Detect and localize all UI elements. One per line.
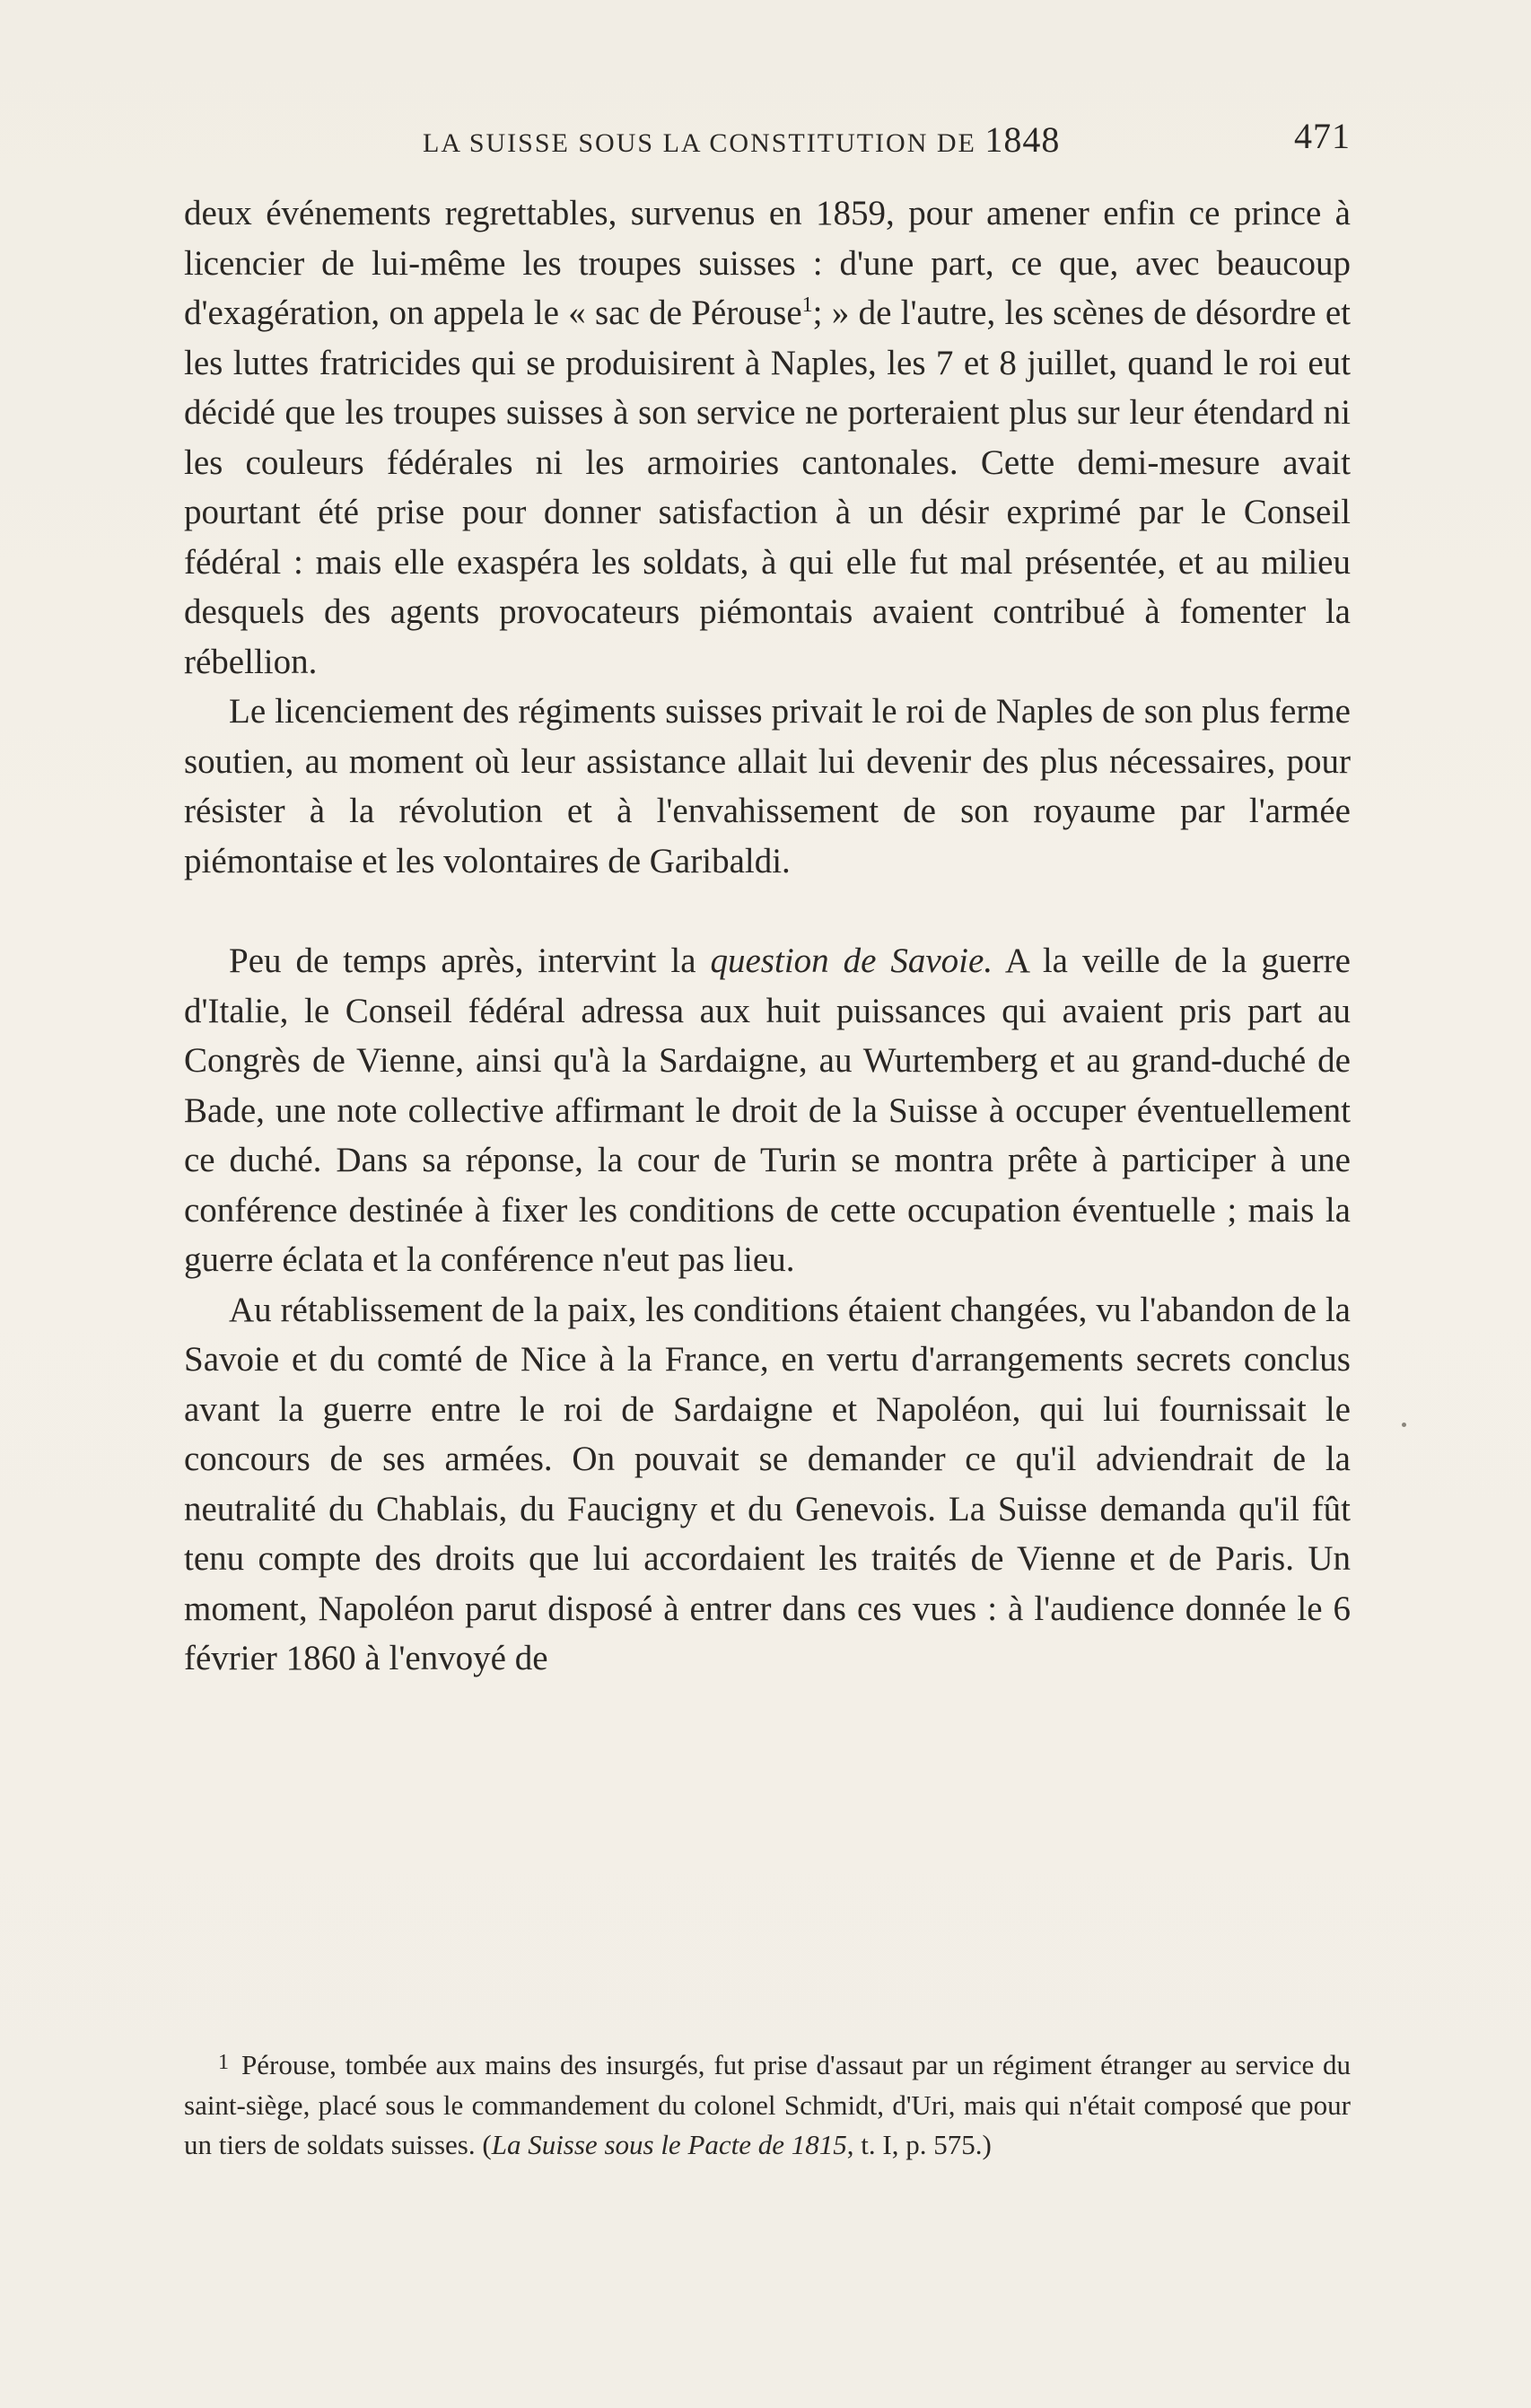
paragraph-3-part-a: Peu de temps après, intervint la [229,941,711,980]
paragraph-2: Le licenciement des régiments suisses privait le roi de Naples de son plus ferme soutien, au moment où leur assistance allait lui devenir des plus nécessaires, pour résister à la révolution et à l'envahissement de son royaume par l'armée piémontaise et les volontaires de Garibaldi. [184,692,1351,880]
paragraph-1 [184,188,1351,687]
page-header [184,115,1351,169]
paragraph-1-part-b: ; » de l'autre, les scènes de désordre et les luttes fratricides qui se produisirent à Naples, les 7 et 8 juillet, quand le roi eut décidé que les troupes suisses à son service ne porteraient plus sur leur étendard ni les couleurs fédérales ni les armoiries cantonales. Cette demi-mesure avait pourtant été prise pour donner satisfaction à un désir exprimé par le Conseil fédéral : mais elle exaspéra les soldats, à qui elle fut mal présentée, et au milieu desquels des agents provocateurs piémontais avaient contribué à fomenter la rébellion. [184,293,1351,681]
footnote-reference: 1 [801,293,813,317]
footnote-text-b: , t. I, p. 575.) [846,2129,992,2160]
body-text [184,188,1351,1684]
footnote-text-a: Pérouse, tombée aux mains des insurgés, fut prise d'assaut par un régiment étranger au service du saint-siège, placé sous le commandement du colonel Schmidt, d'Uri, mais qui n'était composé que pour un tiers de soldats suisses. ( [184,2049,1351,2160]
running-head [423,118,1060,161]
footnote-1 [184,2043,1351,2166]
running-head-title: LA SUISSE SOUS LA CONSTITUTION DE [423,128,976,158]
page-number: 471 [1294,116,1351,156]
footnotes [184,2043,1351,2166]
paragraph-3-italic: question de Savoie. [710,941,993,980]
paragraph-3 [184,936,1351,1285]
paragraph-3-part-b: A la veille de la guerre d'Italie, le Conseil fédéral adressa aux huit puissances qui avaient pris part au Congrès de Vienne, ainsi qu'à la Sardaigne, au Wurtemberg et au grand-duché de Bade, une note collective affirmant le droit de la Suisse à occuper éventuellement ce duché. Dans sa réponse, la cour de Turin se montra prête à participer à une conférence destinée à fixer les conditions de cette occupation éventuelle ; mais la guerre éclata et la conférence n'eut pas lieu. [184,941,1351,1279]
paragraph-4: Au rétablissement de la paix, les conditions étaient changées, vu l'abandon de la Savoie et du comté de Nice à la France, en vertu d'arrangements secrets conclus avant la guerre entre le roi de Sardaigne et Napoléon, qui lui fournissait le concours de ses armées. On pouvait se demander ce qu'il adviendrait de la neutralité du Chablais, du Faucigny et du Genevois. La Suisse demanda qu'il fût tenu compte des droits que lui accordaient les traités de Vienne et de Paris. Un moment, Napoléon parut disposé à entrer dans ces vues : à l'audience donnée le 6 février 1860 à l'envoyé de [184,1290,1351,1677]
paragraph-1-part-a: deux événements regrettables, survenus en 1859, pour amener enfin ce prince à licencier de lui-même les troupes suisses : d'une part, ce que, avec beaucoup d'exagération, on appela le « sac de Pérouse [184,194,1351,332]
footnote-italic: La Suisse sous le Pacte de 1815 [491,2129,847,2160]
stray-ink-dot [1402,1423,1406,1427]
running-head-year: 1848 [984,119,1061,160]
footnote-mark: 1 [218,2051,229,2074]
